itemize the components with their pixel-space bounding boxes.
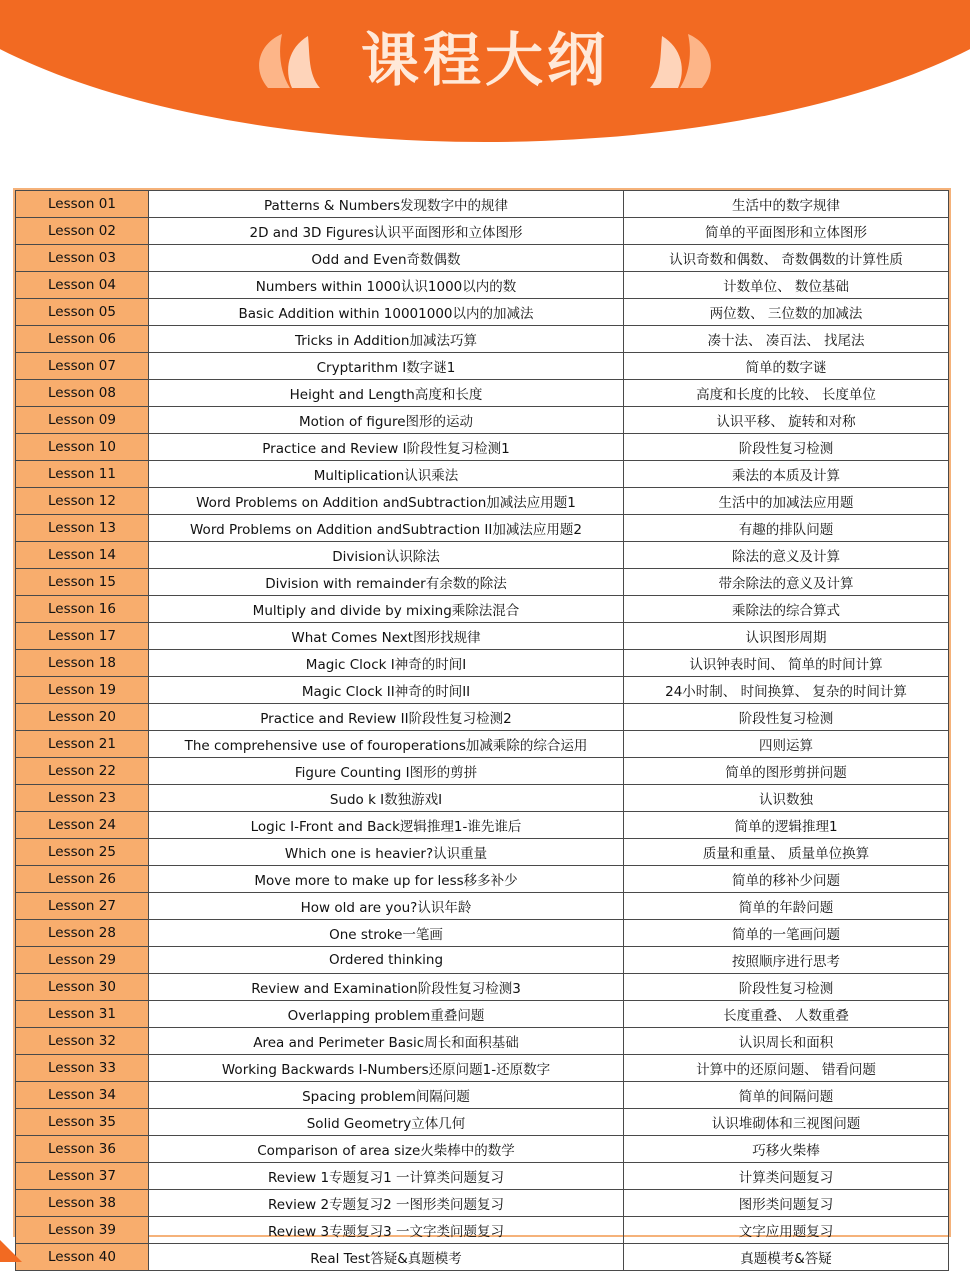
lesson-cell: Lesson 38	[16, 1190, 149, 1217]
table-row	[16, 1244, 949, 1271]
lesson-cell: Lesson 39	[16, 1217, 149, 1244]
lesson-cell: Lesson 15	[16, 569, 149, 596]
topic-cell: Multiply and divide by mixing乘除法混合	[149, 596, 624, 623]
topic-cell: Basic Addition within 10001000以内的加减法	[149, 299, 624, 326]
topic-cell: Ordered thinking	[149, 947, 624, 974]
topic-cell: Solid Geometry立体几何	[149, 1109, 624, 1136]
lesson-cell: Lesson 09	[16, 407, 149, 434]
table-row	[16, 1190, 949, 1217]
focus-cell: 乘除法的综合算式	[624, 596, 949, 623]
focus-cell: 有趣的排队问题	[624, 515, 949, 542]
topic-cell: 2D and 3D Figures认识平面图形和立体图形	[149, 218, 624, 245]
focus-cell: 认识奇数和偶数、 奇数偶数的计算性质	[624, 245, 949, 272]
lesson-cell: Lesson 18	[16, 650, 149, 677]
lesson-cell: Lesson 36	[16, 1136, 149, 1163]
topic-cell: Review 1专题复习1 一计算类问题复习	[149, 1163, 624, 1190]
focus-cell: 简单的平面图形和立体图形	[624, 218, 949, 245]
topic-cell: Division with remainder有余数的除法	[149, 569, 624, 596]
lesson-cell: Lesson 11	[16, 461, 149, 488]
table-row	[16, 866, 949, 893]
topic-cell: Magic Clock II神奇的时间II	[149, 677, 624, 704]
focus-cell: 两位数、 三位数的加减法	[624, 299, 949, 326]
table-row	[16, 812, 949, 839]
focus-cell: 阶段性复习检测	[624, 434, 949, 461]
table-row	[16, 218, 949, 245]
topic-cell: How old are you?认识年龄	[149, 893, 624, 920]
focus-cell: 简单的年龄问题	[624, 893, 949, 920]
table-row	[16, 1082, 949, 1109]
topic-cell: Comparison of area size火柴棒中的数学	[149, 1136, 624, 1163]
focus-cell: 简单的逻辑推理1	[624, 812, 949, 839]
table-row	[16, 758, 949, 785]
leaf-decoration-right-icon	[638, 30, 722, 92]
focus-cell: 简单的一笔画问题	[624, 920, 949, 947]
focus-cell: 认识周长和面积	[624, 1028, 949, 1055]
lesson-cell: Lesson 25	[16, 839, 149, 866]
focus-cell: 认识平移、 旋转和对称	[624, 407, 949, 434]
table-row	[16, 1028, 949, 1055]
table-row	[16, 650, 949, 677]
focus-cell: 计数单位、 数位基础	[624, 272, 949, 299]
topic-cell: Magic Clock I神奇的时间I	[149, 650, 624, 677]
table-row	[16, 326, 949, 353]
table-row	[16, 704, 949, 731]
topic-cell: Patterns & Numbers发现数字中的规律	[149, 191, 624, 218]
topic-cell: Word Problems on Addition andSubtraction加减法应用题1	[149, 488, 624, 515]
lesson-cell: Lesson 31	[16, 1001, 149, 1028]
focus-cell: 巧移火柴棒	[624, 1136, 949, 1163]
table-row	[16, 1217, 949, 1244]
focus-cell: 高度和长度的比较、 长度单位	[624, 380, 949, 407]
focus-cell: 图形类问题复习	[624, 1190, 949, 1217]
lesson-cell: Lesson 03	[16, 245, 149, 272]
lesson-cell: Lesson 33	[16, 1055, 149, 1082]
lesson-cell: Lesson 17	[16, 623, 149, 650]
focus-cell: 凑十法、 凑百法、 找尾法	[624, 326, 949, 353]
lesson-cell: Lesson 13	[16, 515, 149, 542]
lesson-cell: Lesson 22	[16, 758, 149, 785]
table-row	[16, 1163, 949, 1190]
topic-cell: Spacing problem间隔问题	[149, 1082, 624, 1109]
focus-cell: 生活中的加减法应用题	[624, 488, 949, 515]
table-row	[16, 839, 949, 866]
table-row	[16, 974, 949, 1001]
lesson-cell: Lesson 37	[16, 1163, 149, 1190]
focus-cell: 认识钟表时间、 简单的时间计算	[624, 650, 949, 677]
topic-cell: What Comes Next图形找规律	[149, 623, 624, 650]
table-row	[16, 596, 949, 623]
lesson-cell: Lesson 02	[16, 218, 149, 245]
lesson-cell: Lesson 21	[16, 731, 149, 758]
topic-cell: One stroke一笔画	[149, 920, 624, 947]
lesson-cell: Lesson 28	[16, 920, 149, 947]
lesson-cell: Lesson 40	[16, 1244, 149, 1271]
topic-cell: Review and Examination阶段性复习检测3	[149, 974, 624, 1001]
topic-cell: Practice and Review I阶段性复习检测1	[149, 434, 624, 461]
focus-cell: 24小时制、 时间换算、 复杂的时间计算	[624, 677, 949, 704]
table-row	[16, 380, 949, 407]
focus-cell: 乘法的本质及计算	[624, 461, 949, 488]
header-banner	[0, 0, 970, 150]
topic-cell: Real Test答疑&真题模考	[149, 1244, 624, 1271]
table-row	[16, 893, 949, 920]
lesson-cell: Lesson 34	[16, 1082, 149, 1109]
focus-cell: 真题模考&答疑	[624, 1244, 949, 1271]
table-row	[16, 272, 949, 299]
syllabus-table-body	[16, 191, 949, 1271]
lesson-cell: Lesson 23	[16, 785, 149, 812]
topic-cell: Multiplication认识乘法	[149, 461, 624, 488]
lesson-cell: Lesson 08	[16, 380, 149, 407]
topic-cell: Practice and Review II阶段性复习检测2	[149, 704, 624, 731]
focus-cell: 阶段性复习检测	[624, 974, 949, 1001]
focus-cell: 文字应用题复习	[624, 1217, 949, 1244]
table-row	[16, 1136, 949, 1163]
lesson-cell: Lesson 30	[16, 974, 149, 1001]
topic-cell: Area and Perimeter Basic周长和面积基础	[149, 1028, 624, 1055]
topic-cell: Odd and Even奇数偶数	[149, 245, 624, 272]
focus-cell: 按照顺序进行思考	[624, 947, 949, 974]
table-row	[16, 353, 949, 380]
lesson-cell: Lesson 24	[16, 812, 149, 839]
table-row	[16, 407, 949, 434]
focus-cell: 计算类问题复习	[624, 1163, 949, 1190]
topic-cell: Sudo k I数独游戏I	[149, 785, 624, 812]
table-row	[16, 1055, 949, 1082]
focus-cell: 质量和重量、 质量单位换算	[624, 839, 949, 866]
lesson-cell: Lesson 05	[16, 299, 149, 326]
syllabus-table-frame	[13, 188, 951, 1267]
lesson-cell: Lesson 29	[16, 947, 149, 974]
focus-cell: 认识堆砌体和三视图问题	[624, 1109, 949, 1136]
lesson-cell: Lesson 16	[16, 596, 149, 623]
lesson-cell: Lesson 06	[16, 326, 149, 353]
topic-cell: Tricks in Addition加减法巧算	[149, 326, 624, 353]
topic-cell: Logic I-Front and Back逻辑推理1-谁先谁后	[149, 812, 624, 839]
topic-cell: Numbers within 1000认识1000以内的数	[149, 272, 624, 299]
table-row	[16, 623, 949, 650]
topic-cell: Review 2专题复习2 一图形类问题复习	[149, 1190, 624, 1217]
focus-cell: 带余除法的意义及计算	[624, 569, 949, 596]
lesson-cell: Lesson 07	[16, 353, 149, 380]
focus-cell: 简单的数字谜	[624, 353, 949, 380]
focus-cell: 认识图形周期	[624, 623, 949, 650]
topic-cell: Overlapping problem重叠问题	[149, 1001, 624, 1028]
focus-cell: 四则运算	[624, 731, 949, 758]
focus-cell: 简单的图形剪拼问题	[624, 758, 949, 785]
focus-cell: 计算中的还原问题、 错看问题	[624, 1055, 949, 1082]
topic-cell: Word Problems on Addition andSubtraction II加减法应用题2	[149, 515, 624, 542]
table-row	[16, 785, 949, 812]
table-row	[16, 920, 949, 947]
table-row	[16, 1109, 949, 1136]
table-row	[16, 191, 949, 218]
lesson-cell: Lesson 35	[16, 1109, 149, 1136]
focus-cell: 除法的意义及计算	[624, 542, 949, 569]
focus-cell: 长度重叠、 人数重叠	[624, 1001, 949, 1028]
table-row	[16, 677, 949, 704]
syllabus-table	[15, 190, 949, 1271]
focus-cell: 简单的间隔问题	[624, 1082, 949, 1109]
focus-cell: 简单的移补少问题	[624, 866, 949, 893]
topic-cell: Motion of figure图形的运动	[149, 407, 624, 434]
focus-cell: 生活中的数字规律	[624, 191, 949, 218]
corner-decoration	[0, 1240, 22, 1262]
table-row	[16, 434, 949, 461]
lesson-cell: Lesson 19	[16, 677, 149, 704]
lesson-cell: Lesson 04	[16, 272, 149, 299]
topic-cell: Cryptarithm I数字谜1	[149, 353, 624, 380]
topic-cell: Move more to make up for less移多补少	[149, 866, 624, 893]
lesson-cell: Lesson 26	[16, 866, 149, 893]
topic-cell: Working Backwards I-Numbers还原问题1-还原数字	[149, 1055, 624, 1082]
focus-cell: 阶段性复习检测	[624, 704, 949, 731]
page-title: 课程大纲	[360, 26, 609, 94]
topic-cell: Height and Length高度和长度	[149, 380, 624, 407]
table-row	[16, 299, 949, 326]
topic-cell: Division认识除法	[149, 542, 624, 569]
topic-cell: Figure Counting I图形的剪拼	[149, 758, 624, 785]
table-row	[16, 1001, 949, 1028]
topic-cell: Which one is heavier?认识重量	[149, 839, 624, 866]
table-row	[16, 731, 949, 758]
table-row	[16, 515, 949, 542]
topic-cell: The comprehensive use of fouroperations加减乘除的综合运用	[149, 731, 624, 758]
lesson-cell: Lesson 01	[16, 191, 149, 218]
table-row	[16, 245, 949, 272]
table-row	[16, 488, 949, 515]
table-row	[16, 542, 949, 569]
lesson-cell: Lesson 14	[16, 542, 149, 569]
lesson-cell: Lesson 27	[16, 893, 149, 920]
table-row	[16, 569, 949, 596]
lesson-cell: Lesson 20	[16, 704, 149, 731]
focus-cell: 认识数独	[624, 785, 949, 812]
lesson-cell: Lesson 10	[16, 434, 149, 461]
table-row	[16, 461, 949, 488]
lesson-cell: Lesson 32	[16, 1028, 149, 1055]
topic-cell: Review 3专题复习3 一文字类问题复习	[149, 1217, 624, 1244]
lesson-cell: Lesson 12	[16, 488, 149, 515]
table-row	[16, 947, 949, 974]
